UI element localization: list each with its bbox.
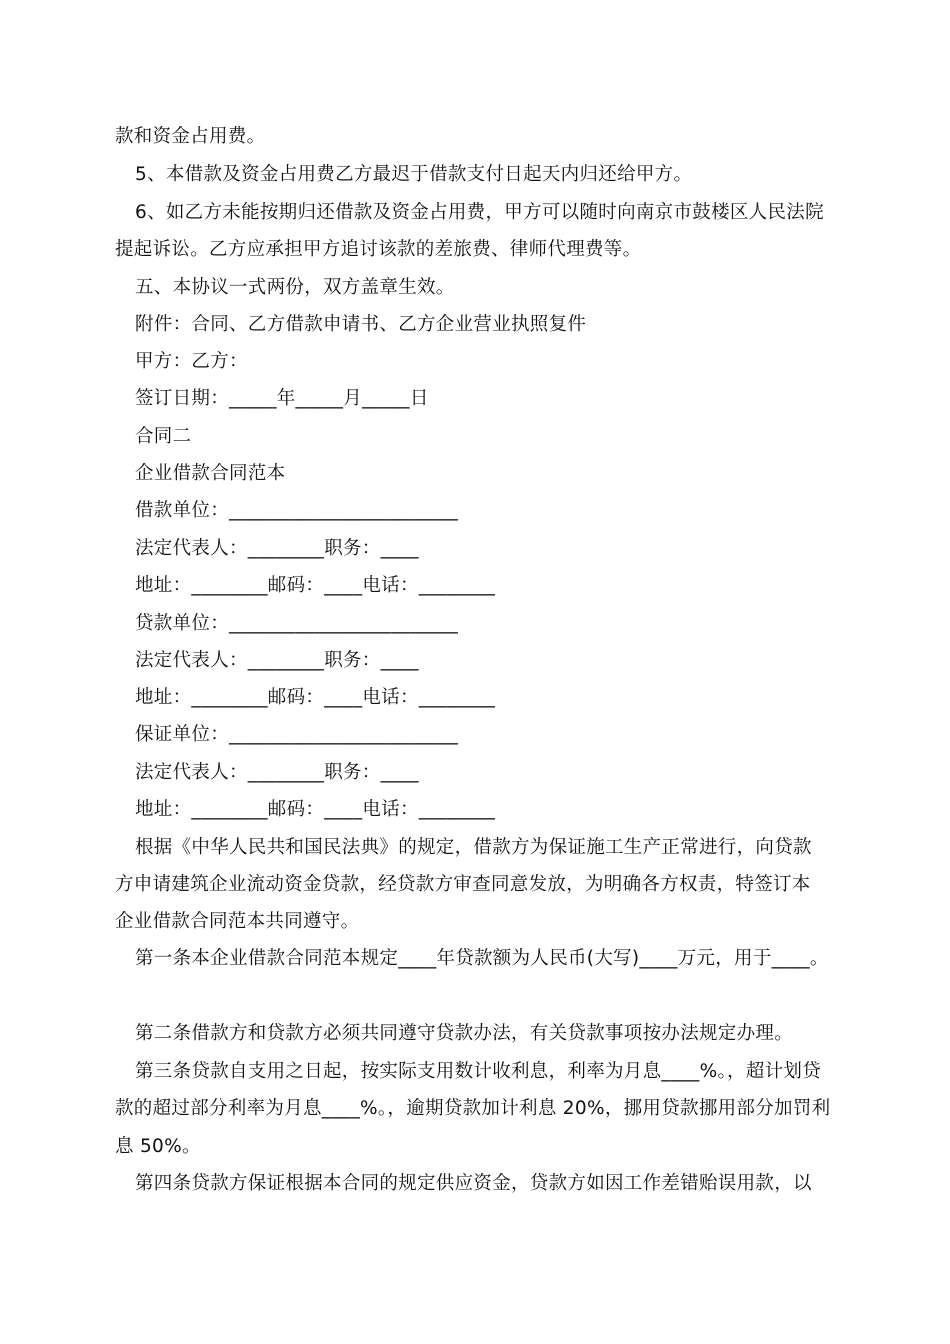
section-heading: 合同二 (135, 426, 192, 447)
text-line: 第一条本企业借款合同范本规定____年贷款额为人民币(大写)____万元，用于____。 (135, 948, 829, 969)
text-line: 根据《中华人民共和国民法典》的规定，借款方为保证施工生产正常进行，向贷款 (135, 837, 812, 858)
text-line: 第二条借款方和贷款方必须共同遵守贷款办法，有关贷款事项按办法规定办理。 (135, 1023, 794, 1044)
text-line: 方申请建筑企业流动资金贷款，经贷款方审查同意发放，为明确各方权责，特签订本 (115, 874, 811, 895)
document-title: 企业借款合同范本 (135, 463, 286, 484)
text-line: 法定代表人：________职务：____ (135, 538, 419, 559)
text-line: 6、如乙方未能按期归还借款及资金占用费，甲方可以随时向南京市鼓楼区人民法院 (135, 202, 824, 223)
text-line: 息 50%。 (115, 1136, 201, 1157)
text-line: 附件：合同、乙方借款申请书、乙方企业营业执照复件 (135, 314, 587, 335)
text-line: 5、本借款及资金占用费乙方最迟于借款支付日起天内归还给甲方。 (135, 164, 693, 185)
text-line: 甲方：乙方： (135, 351, 248, 372)
text-line: 地址：________邮码：____电话：________ (135, 799, 496, 820)
text-line: 款的超过部分利率为月息____%。，逾期贷款加计利息 20%，挪用贷款挪用部分加罚利 (115, 1098, 831, 1119)
text-line: 地址：________邮码：____电话：________ (135, 575, 496, 596)
text-line: 保证单位：________________________ (135, 724, 459, 745)
text-line: 借款单位：________________________ (135, 500, 459, 521)
text-line: 地址：________邮码：____电话：________ (135, 687, 496, 708)
text-line: 第四条贷款方保证根据本合同的规定供应资金，贷款方如因工作差错贻误用款，以 (135, 1173, 812, 1194)
text-line: 第三条贷款自支用之日起，按实际支用数计收利息，利率为月息____%。，超计划贷 (135, 1061, 822, 1082)
text-line: 五、本协议一式两份，双方盖章生效。 (135, 277, 455, 298)
text-line: 款和资金占用费。 (115, 126, 266, 147)
text-line: 提起诉讼。乙方应承担甲方追讨该款的差旅费、律师代理费等。 (115, 239, 642, 260)
text-line: 企业借款合同范本共同遵守。 (115, 911, 360, 932)
text-line: 贷款单位：________________________ (135, 613, 459, 634)
text-line: 法定代表人：________职务：____ (135, 650, 419, 671)
text-line: 签订日期：_____年_____月_____日 (135, 388, 429, 409)
text-line: 法定代表人：________职务：____ (135, 762, 419, 783)
